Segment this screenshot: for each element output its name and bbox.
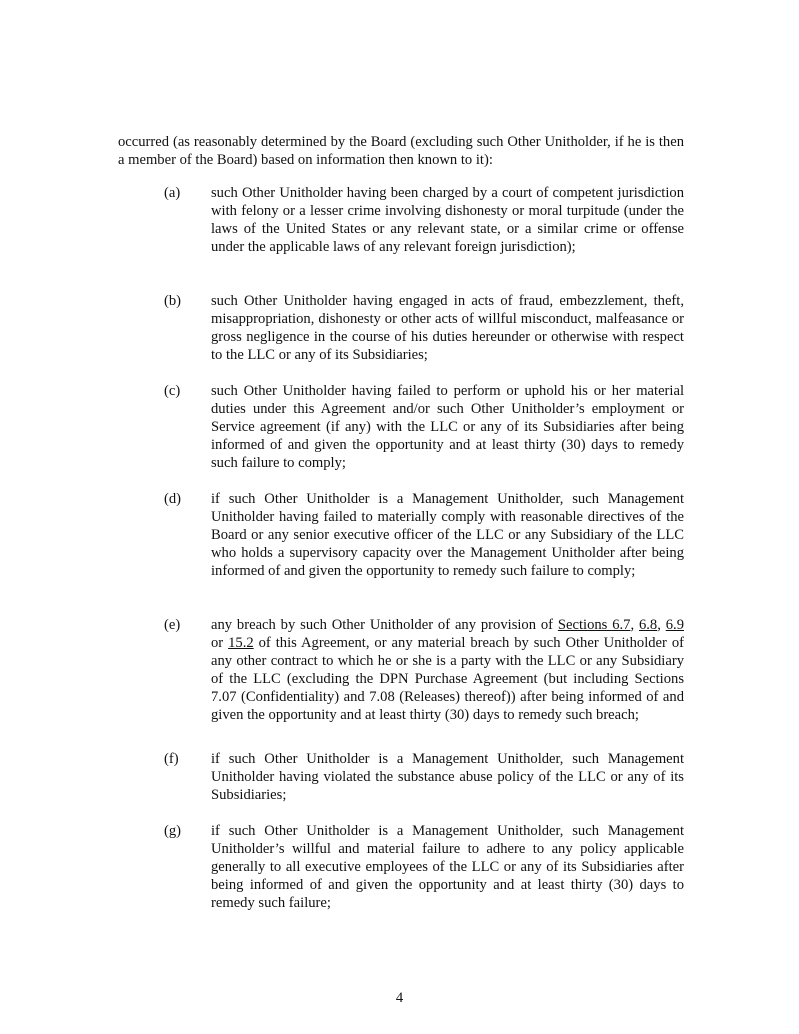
clause-text	[211, 616, 684, 724]
clause-text: if such Other Unitholder is a Management Unitholder, such Management Unitholder having violated the substance abuse policy of the LLC or any of its Subsidiaries;	[211, 751, 684, 803]
clause-label: (f)	[164, 751, 179, 767]
clause-label: (g)	[164, 823, 182, 839]
section-reference-link[interactable]: 6.8	[638, 617, 658, 633]
intro-paragraph: occurred (as reasonably determined by the Board (excluding such Other Unitholder, if he is then a member of the Board) based on information then known to it):	[118, 134, 684, 168]
clause-label: (c)	[164, 383, 181, 399]
clause-text-prefix: any breach by such Other Unitholder of any provision of	[211, 617, 558, 633]
separator: ,	[657, 617, 666, 633]
section-reference-link[interactable]: 15.2	[228, 635, 254, 651]
clause-label: (b)	[164, 293, 182, 309]
clause-text: if such Other Unitholder is a Management Unitholder, such Management Unitholder having failed to materially comply with reasonable directives of the Board or any senior executive officer of the LLC or any Subsidiary of the LLC who holds a supervisory capacity over the Management Unitholder after being informed of and given the opportunity to remedy such failure to comply;	[211, 491, 684, 579]
separator: ,	[630, 617, 639, 633]
clause-text: if such Other Unitholder is a Management Unitholder, such Management Unitholder’s willful and material failure to adhere to any policy applicable generally to all executive employees of the LLC or any of its Subsidiaries after being informed of and given the opportunity and at least thirty (30) days to remedy such failure;	[211, 823, 684, 911]
section-reference-link[interactable]: 6.9	[665, 617, 684, 633]
section-reference-link[interactable]: Sections 6.7	[557, 617, 631, 633]
clause-text: such Other Unitholder having failed to perform or uphold his or her material duties under this Agreement and/or such Other Unitholder’s employment or Service agreement (if any) with the LLC or any of its Subsidiaries after being informed of and given the opportunity and at least thirty (30) days to remedy such failure to comply;	[211, 383, 684, 471]
separator: or	[211, 635, 229, 651]
clause-text-suffix: of this Agreement, or any material breach by such Other Unitholder of any other contract to which he or she is a party with the LLC or any Subsidiary of the LLC (excluding the DPN Purchase Agreement (but including Sections 7.07 (Confidentiality) and 7.08 (Releases) thereof)) after being informed of and given the opportunity and at least thirty (30) days to remedy such breach;	[211, 635, 684, 723]
clause-label: (a)	[164, 185, 181, 201]
clause-text: such Other Unitholder having engaged in acts of fraud, embezzlement, theft, misappropriation, dishonesty or other acts of willful misconduct, malfeasance or gross negligence in the course of his duties hereunder or otherwise with respect to the LLC or any of its Subsidiaries;	[211, 293, 684, 363]
page-number: 4	[395, 990, 404, 1006]
clause-label: (e)	[164, 617, 181, 633]
clause-label: (d)	[164, 491, 182, 507]
clause-text: such Other Unitholder having been charged by a court of competent jurisdiction with felony or a lesser crime involving dishonesty or moral turpitude (under the laws of the United States or any relevant state, or a similar crime or offense under the applicable laws of any relevant foreign jurisdiction);	[211, 185, 684, 255]
